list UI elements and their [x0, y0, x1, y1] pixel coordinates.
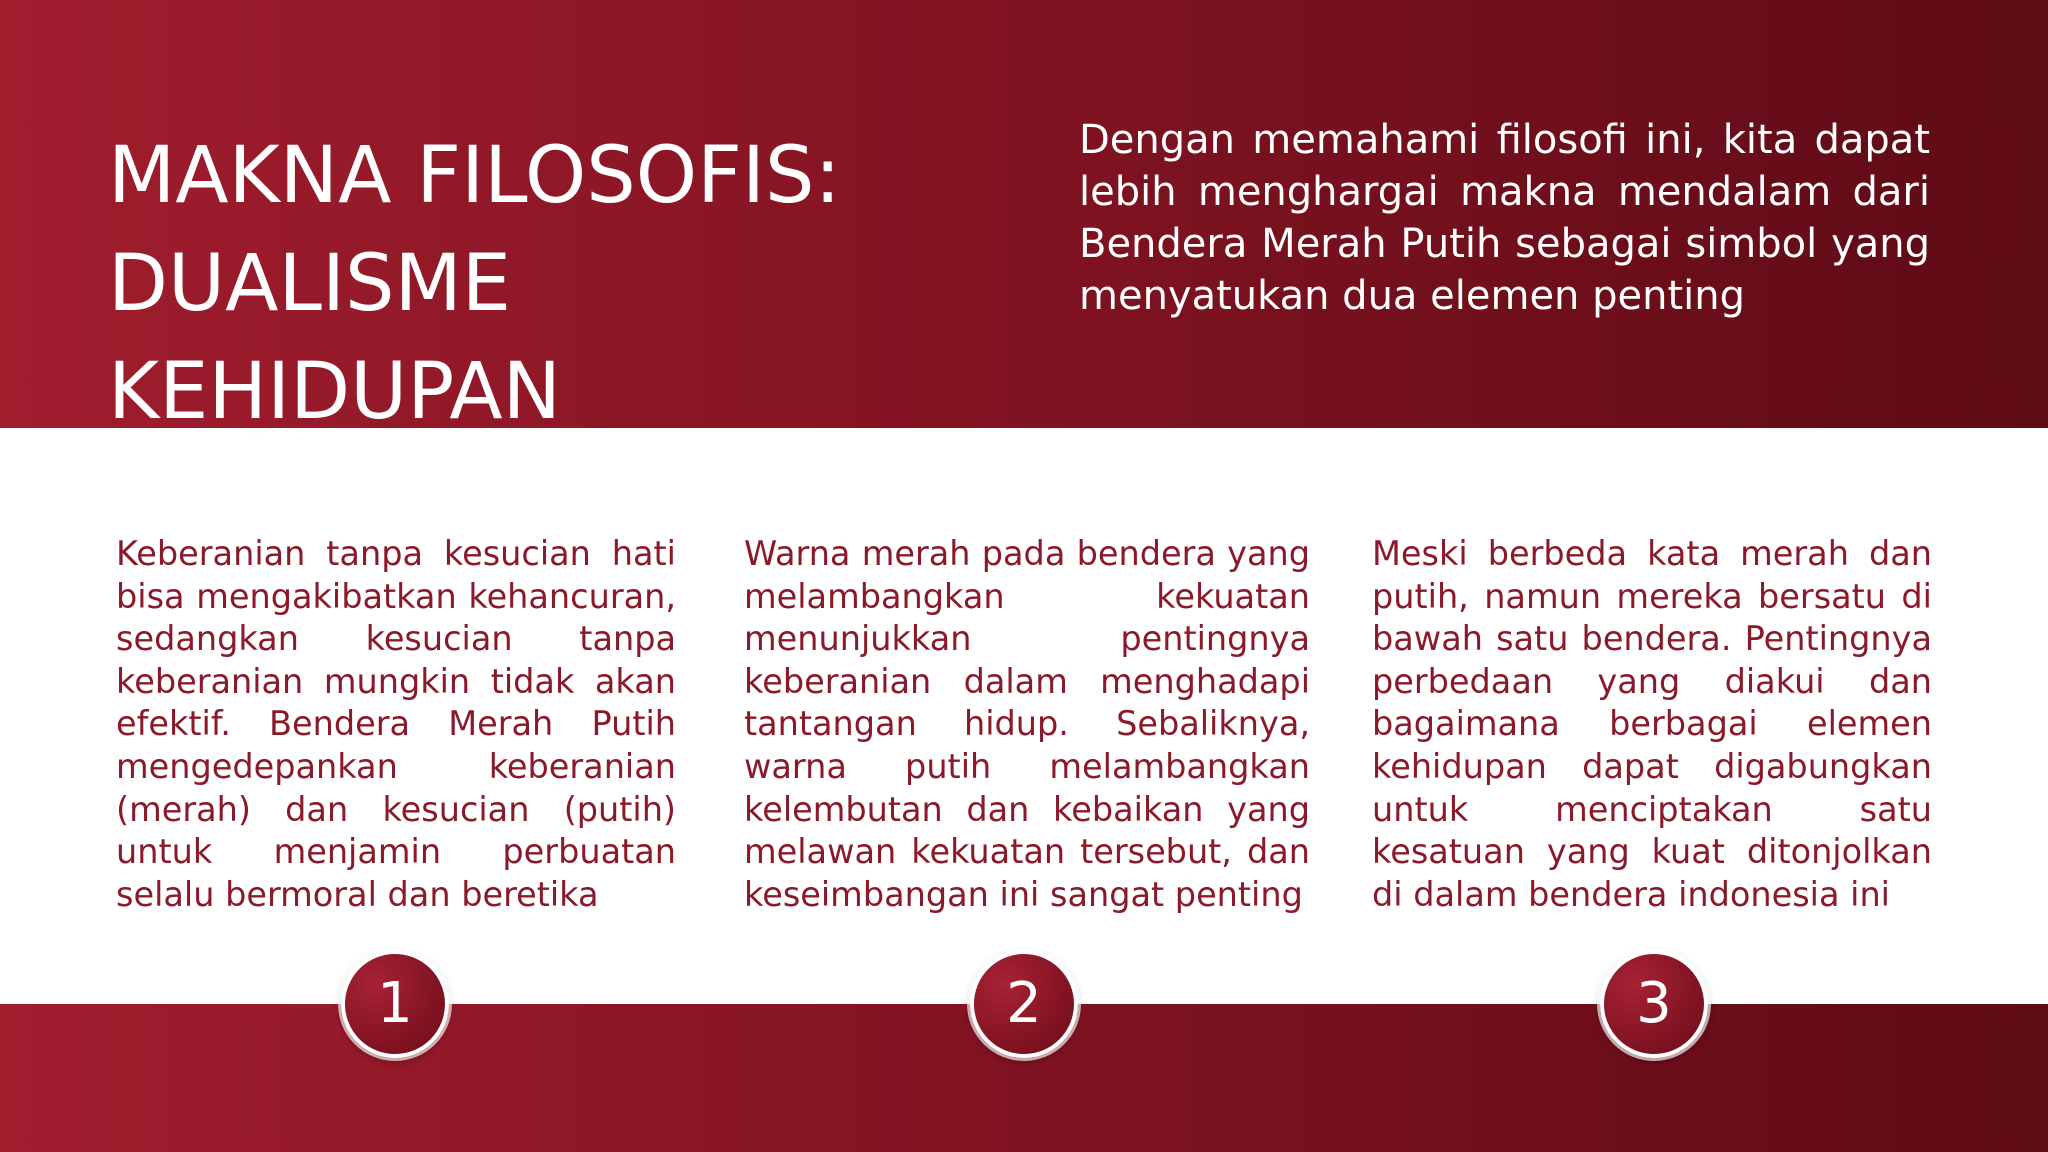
number-badge-2: 2: [970, 950, 1078, 1058]
slide-title: [108, 122, 1008, 446]
number-badge-3: 3: [1600, 950, 1708, 1058]
column-1-text: Keberanian tanpa kesucian hati bisa mengakibatkan kehancuran, sedangkan kesucian tanpa keberanian mungkin tidak akan efektif. Bendera Merah Putih mengedepankan keberanian (merah) dan kesucian (putih) untuk menjamin perbuatan selalu bermoral dan beretika: [116, 534, 676, 914]
title-line-2: DUALISME: [108, 239, 512, 329]
column-2-text: Warna merah pada bendera yang melambangkan kekuatan menunjukkan pentingnya keberanian dalam menghadapi tantangan hidup. Sebaliknya, warna putih melambangkan kelembutan dan kebaikan yang melawan kekuatan tersebut, dan keseimbangan ini sangat penting: [744, 534, 1310, 914]
column-3-text: Meski berbeda kata merah dan putih, namun mereka bersatu di bawah satu bendera. Pentingnya perbedaan yang diakui dan bagaimana berbagai elemen kehidupan dapat digabungkan untuk menciptakan satu kesatuan yang kuat ditonjolkan di dalam bendera indonesia ini: [1372, 534, 1932, 914]
title-line-1: MAKNA FILOSOFIS:: [108, 131, 841, 221]
number-badge-1: 1: [341, 950, 449, 1058]
title-line-3: KEHIDUPAN: [108, 347, 561, 437]
intro-paragraph: Dengan memahami filosofi ini, kita dapat lebih menghargai makna mendalam dari Bendera Merah Putih sebagai simbol yang menyatukan dua elemen penting: [1079, 117, 1930, 319]
